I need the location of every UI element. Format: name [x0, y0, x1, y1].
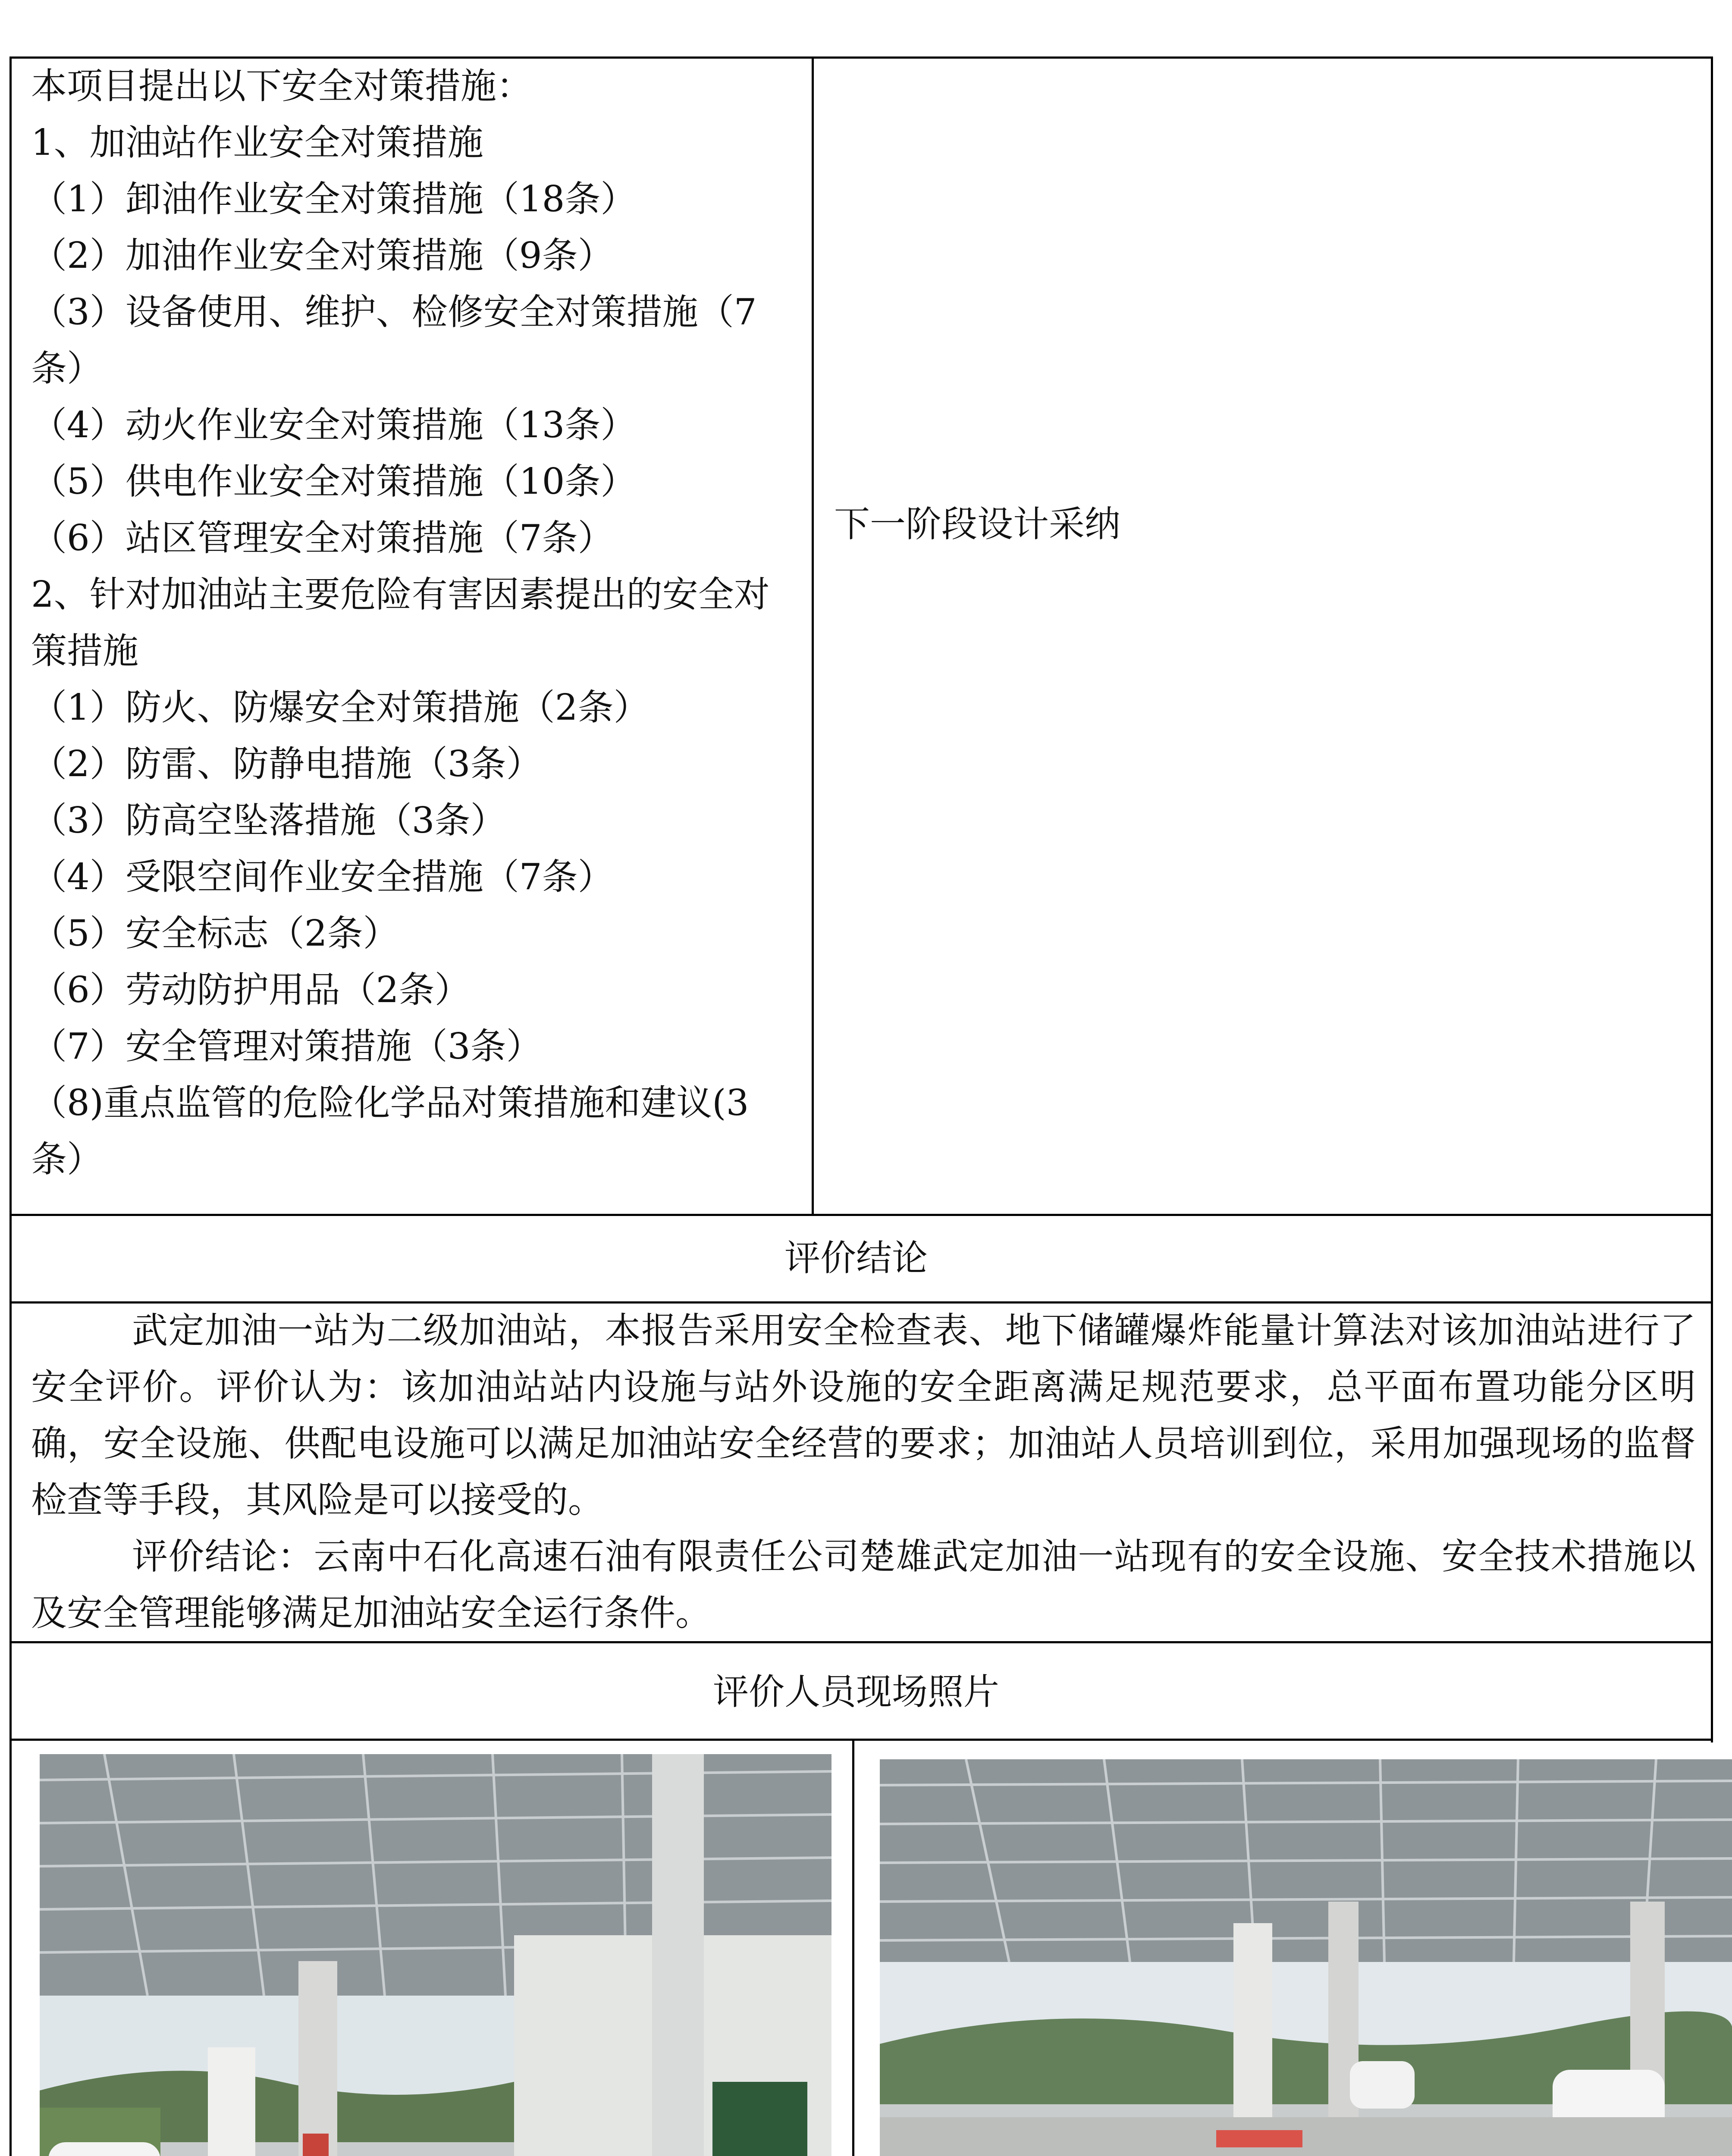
- table-divider-column: [812, 56, 814, 1216]
- measure-item: （3）设备使用、维护、检修安全对策措施（7: [31, 291, 757, 333]
- measure-item: （6）劳动防护用品（2条）: [31, 969, 471, 1011]
- measure-item: （5）供电作业安全对策措施（10条）: [31, 461, 637, 502]
- safety-measures-list: [31, 58, 799, 1188]
- measure-item: （8)重点监管的危险化学品对策措施和建议(3: [31, 1082, 749, 1124]
- table-border-left: [9, 56, 12, 2156]
- conclusion-paragraph-2: 评价结论：云南中石化高速石油有限责任公司楚雄武定加油一站现有的安全设施、安全技术措施以及安全管理能够满足加油站安全运行条件。: [31, 1536, 1696, 1634]
- measure-item: （1）卸油作业安全对策措施（18条）: [31, 178, 637, 220]
- site-photo-staff: [40, 1754, 831, 2156]
- measure-item: （4）受限空间作业安全措施（7条）: [31, 856, 614, 898]
- measure-item: 1、加油站作业安全对策措施: [31, 122, 483, 163]
- measure-item: （3）防高空坠落措施（3条）: [31, 799, 506, 841]
- conclusion-paragraph-1: 武定加油一站为二级加油站，本报告采用安全检查表、地下储罐爆炸能量计算法对该加油站进行了安全评价。评价认为：该加油站站内设施与站外设施的安全距离满足规范要求，总平面布置功能分区明确，安全设施、供配电设施可以满足加油站安全经营的要求；加油站人员培训到位，采用加强现场的监督检查等手段，其风险是可以接受的。: [31, 1310, 1696, 1521]
- table-divider-photos: [852, 1739, 854, 2156]
- table-row-line-4: [9, 1739, 1713, 1741]
- site-photo-forecourt: [880, 1759, 1732, 2156]
- measure-item: （1）防火、防爆安全对策措施（2条）: [31, 686, 650, 728]
- adoption-status: 下一阶段设计采纳: [834, 503, 1120, 545]
- measure-item: （2）防雷、防静电措施（3条）: [31, 743, 542, 785]
- measure-item: （2）加油作业安全对策措施（9条）: [31, 235, 614, 276]
- measure-item: 策措施: [31, 630, 138, 672]
- measure-item: 条）: [31, 1138, 103, 1180]
- measure-item: （5）安全标志（2条）: [31, 912, 399, 954]
- table-row-line-3: [9, 1641, 1713, 1643]
- table-border-right: [1711, 56, 1713, 1742]
- measure-item: （7）安全管理对策措施（3条）: [31, 1025, 542, 1067]
- conclusion-body: [31, 1302, 1696, 1641]
- photos-heading: 评价人员现场照片: [713, 1671, 999, 1713]
- measure-item: 2、针对加油站主要危险有害因素提出的安全对: [31, 573, 770, 615]
- measures-intro: 本项目提出以下安全对策措施：: [31, 65, 532, 107]
- measure-item: （4）动火作业安全对策措施（13条）: [31, 404, 637, 446]
- table-row-line-1: [9, 1214, 1713, 1216]
- conclusion-heading: 评价结论: [784, 1237, 928, 1279]
- measure-item: （6）站区管理安全对策措施（7条）: [31, 517, 614, 559]
- measure-item: 条）: [31, 348, 103, 389]
